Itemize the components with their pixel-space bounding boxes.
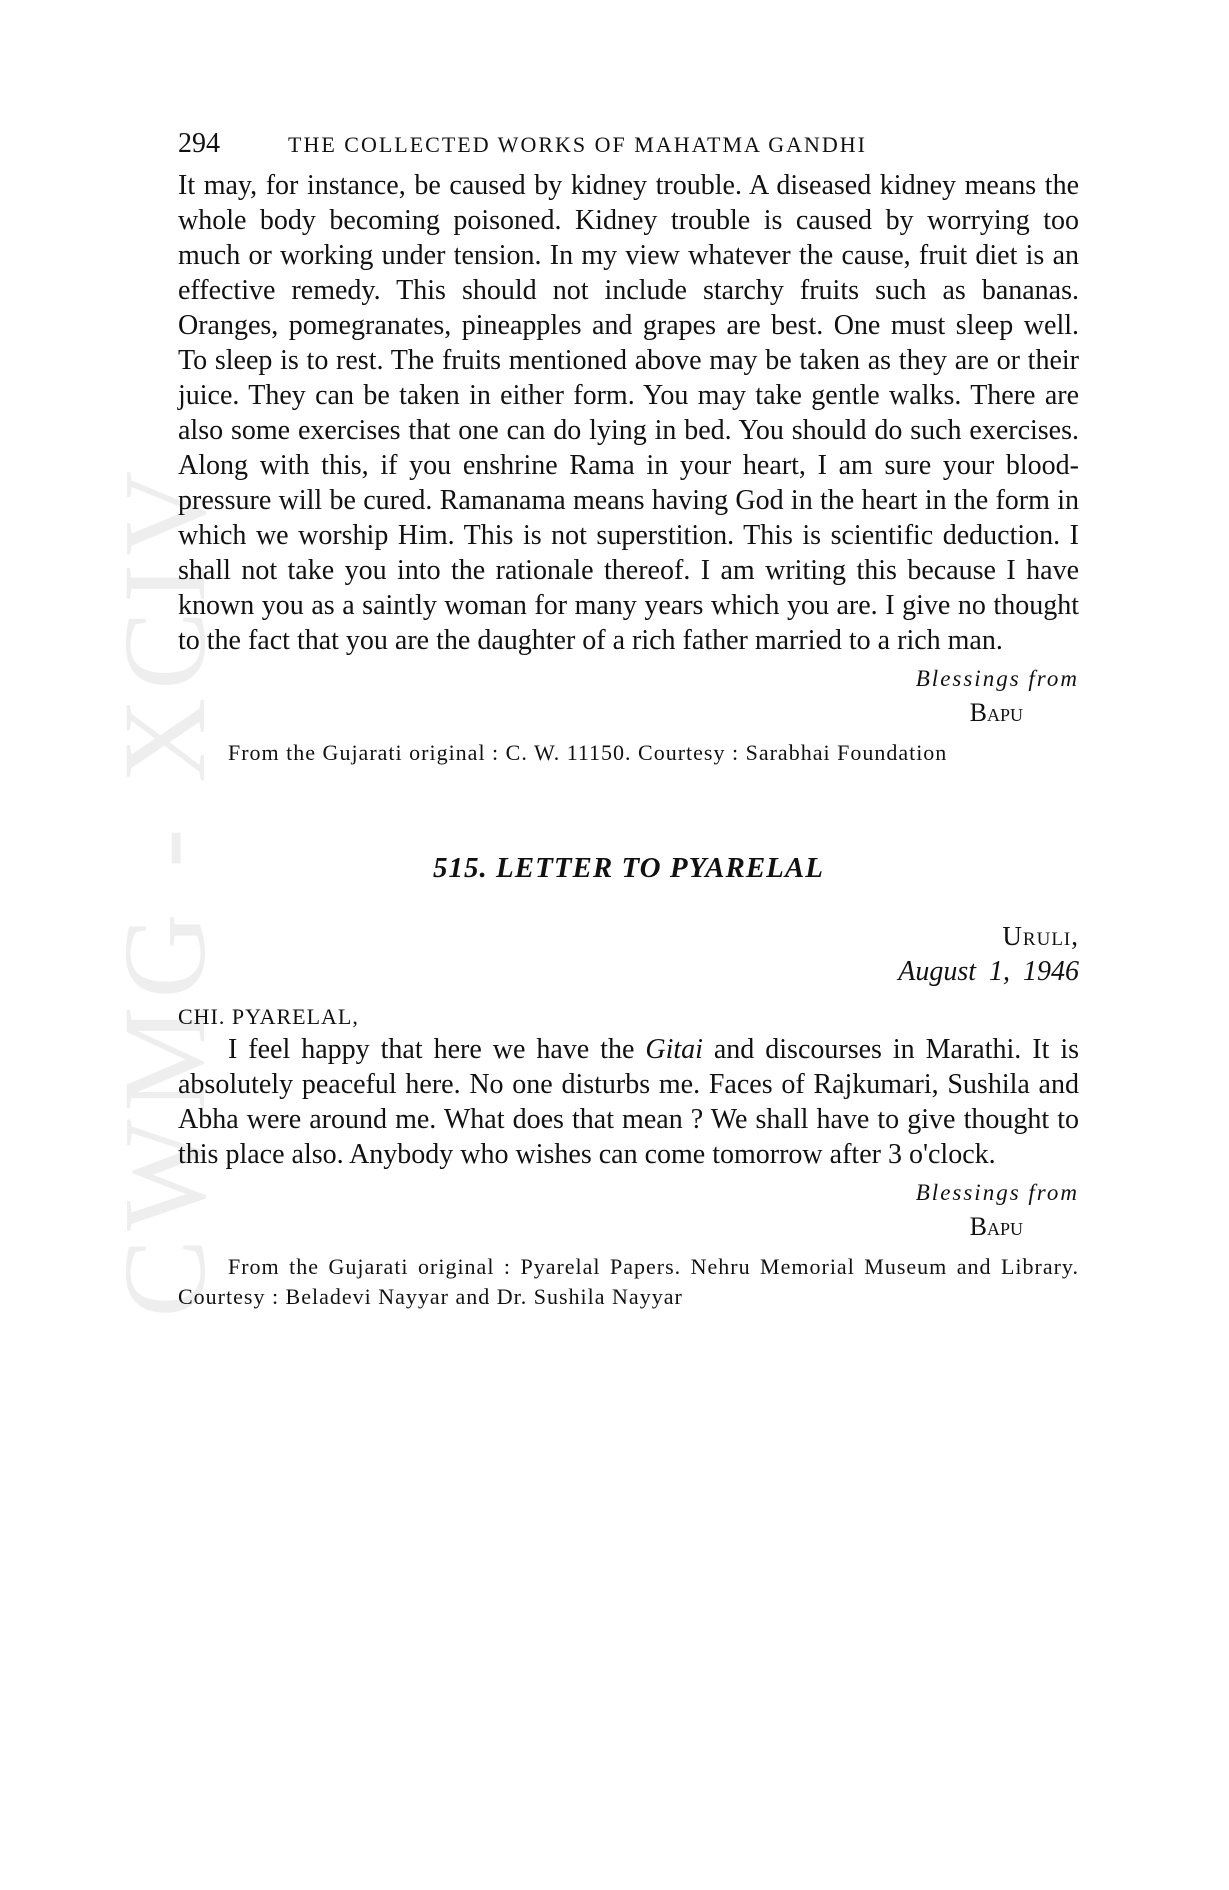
letter-source-note: From the Gujarati original : Pyarelal Papers. Nehru Memorial Museum and Library. Courtesy : Beladevi Nayyar and Dr. Sushila Nayyar — [178, 1254, 1079, 1309]
letter-date: August 1, 1946 — [898, 956, 1079, 987]
letter-text-rest: and discourses in Marathi. It is absolutely peaceful here. No one disturbs me. Faces of Rajkumari, Sushila and Abha were around me. What does that mean ? We shall have to give thought to this place also. Anybody who wishes can come tomorrow after 3 o'clock. — [178, 1034, 1079, 1170]
blessings-line: Blessings from — [915, 666, 1079, 691]
page-number: 294 — [178, 128, 220, 159]
salutation: CHI. PYARELAL, — [178, 1004, 359, 1029]
book-title: Gitai — [645, 1034, 703, 1065]
place-date — [178, 918, 1079, 990]
running-title: THE COLLECTED WORKS OF MAHATMA GANDHI — [288, 132, 867, 157]
letter-place: Uruli, — [1002, 921, 1079, 951]
letter-text-start: I feel happy that here we have the — [228, 1034, 646, 1065]
letter-heading: 515. LETTER TO PYARELAL — [433, 852, 824, 884]
letter-paragraph — [178, 1032, 1079, 1172]
letter-sign-block — [178, 1176, 1079, 1244]
letter-blessings-line: Blessings from — [915, 1180, 1079, 1205]
running-head — [178, 128, 1079, 168]
letter-signature: Bapu — [969, 1212, 1023, 1241]
source-note: From the Gujarati original : C. W. 11150. Courtesy : Sarabhai Foundation — [228, 740, 948, 765]
page — [178, 128, 1079, 1312]
watermark-text: CWMG - XCIV — [99, 462, 230, 1318]
continuation-sign-block — [178, 662, 1079, 730]
continuation-paragraph: It may, for instance, be caused by kidney trouble. A diseased kidney means the whole body becoming poisoned. Kidney trouble is caused by worrying too much or working under tension. In my view whatever the cause, fruit diet is an effective remedy. This should not include starchy fruits such as bananas. Oranges, pomegranates, pineapples and grapes are best. One must sleep well. To sleep is to rest. The fruits mentioned above may be taken as they are or their juice. They can be taken in either form. You may take gentle walks. There are also some exercises that one can do lying in bed. You should do such exercises. Along with this, if you enshrine Rama in your heart, I am sure your blood-pressure will be cured. Ramanama means having God in the heart in the form in which we worship Him. This is not superstition. This is scientific deduction. I shall not take you into the rationale thereof. I am writing this because I have known you as a saintly woman for many years which you are. I give no thought to the fact that you are the daughter of a rich father married to a rich man. — [178, 170, 1079, 656]
signature: Bapu — [969, 698, 1023, 727]
